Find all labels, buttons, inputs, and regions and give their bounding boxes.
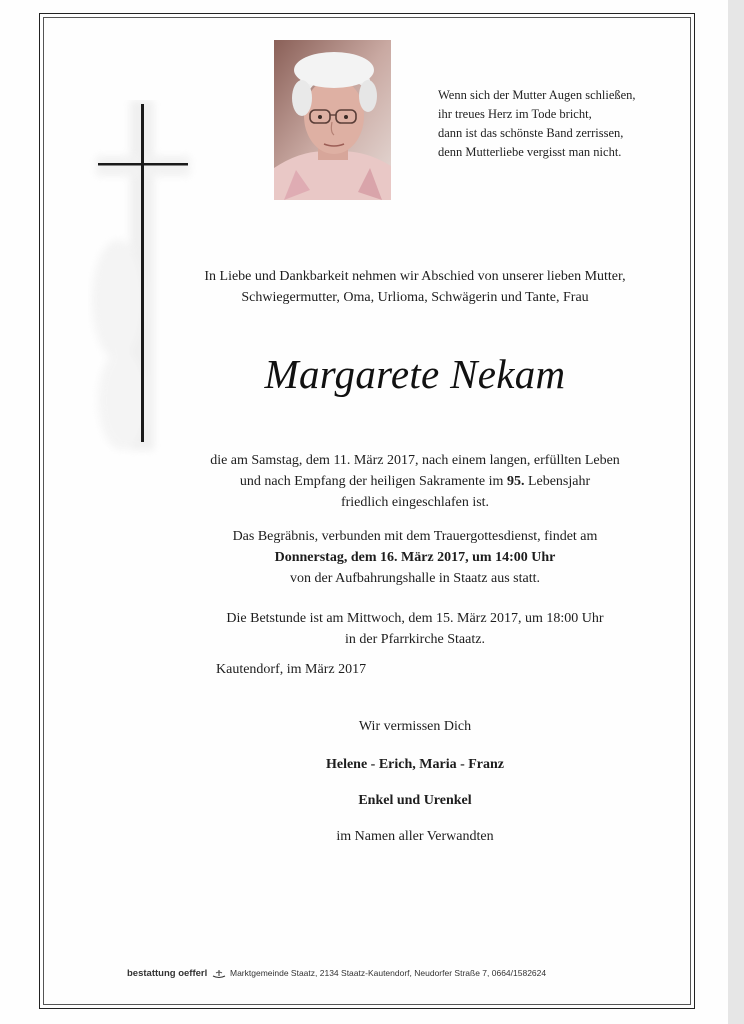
funeral-line: Das Begräbnis, verbunden mit dem Trauergottesdienst, findet am xyxy=(232,529,598,544)
funeral-details xyxy=(160,526,670,589)
prayer-line: Die Betstunde ist am Mittwoch, dem 15. März 2017, um 18:00 Uhr xyxy=(226,611,604,626)
scan-edge xyxy=(728,0,744,1024)
death-line: die am Samstag, dem 11. März 2017, nach einem langen, erfüllten Leben xyxy=(210,453,620,468)
relatives-text: im Namen aller Verwandten xyxy=(336,829,494,844)
miss-text: Wir vermissen Dich xyxy=(358,719,472,734)
intro-text xyxy=(160,266,670,308)
intro-line: In Liebe und Dankbarkeit nehmen wir Abschied von unserer lieben Mutter, xyxy=(204,269,626,284)
memorial-poem xyxy=(438,86,688,162)
death-notice xyxy=(160,450,670,513)
age-value: 95. xyxy=(506,474,525,489)
death-line-text: Lebensjahr xyxy=(527,474,591,489)
prayer-line: in der Pfarrkirche Staatz. xyxy=(345,632,485,647)
death-line: friedlich eingeschlafen ist. xyxy=(340,495,490,510)
family-names: Helene - Erich, Maria - Franz xyxy=(325,757,505,772)
grandchildren: Enkel und Urenkel xyxy=(358,793,472,808)
funeral-home-footer xyxy=(127,968,647,979)
poem-line: ihr treues Herz im Tode bricht, xyxy=(438,107,592,121)
poem-line: Wenn sich der Mutter Augen schließen, xyxy=(438,88,636,102)
portrait-photo xyxy=(274,40,391,200)
funeral-home-logo-icon xyxy=(212,969,226,979)
funeral-line: von der Aufbahrungshalle in Staatz aus statt. xyxy=(290,571,540,586)
funeral-home-name: bestattung oefferl xyxy=(127,968,208,979)
poem-line: dann ist das schönste Band zerrissen, xyxy=(438,126,624,140)
poem-line: denn Mutterliebe vergisst man nicht. xyxy=(438,145,622,159)
death-line xyxy=(160,471,670,492)
funeral-date: Donnerstag, dem 16. März 2017, um 14:00 Uhr xyxy=(274,550,556,565)
deceased-name: Margarete Nekam xyxy=(264,351,566,397)
death-line-text: und nach Empfang der heiligen Sakramente im xyxy=(239,474,504,489)
place-date: Kautendorf, im März 2017 xyxy=(216,662,367,677)
intro-line: Schwiegermutter, Oma, Urlioma, Schwägerin und Tante, Frau xyxy=(241,290,589,305)
prayer-details xyxy=(160,608,670,650)
funeral-home-address: Marktgemeinde Staatz, 2134 Staatz-Kautendorf, Neudorfer Straße 7, 0664/1582624 xyxy=(229,968,547,978)
